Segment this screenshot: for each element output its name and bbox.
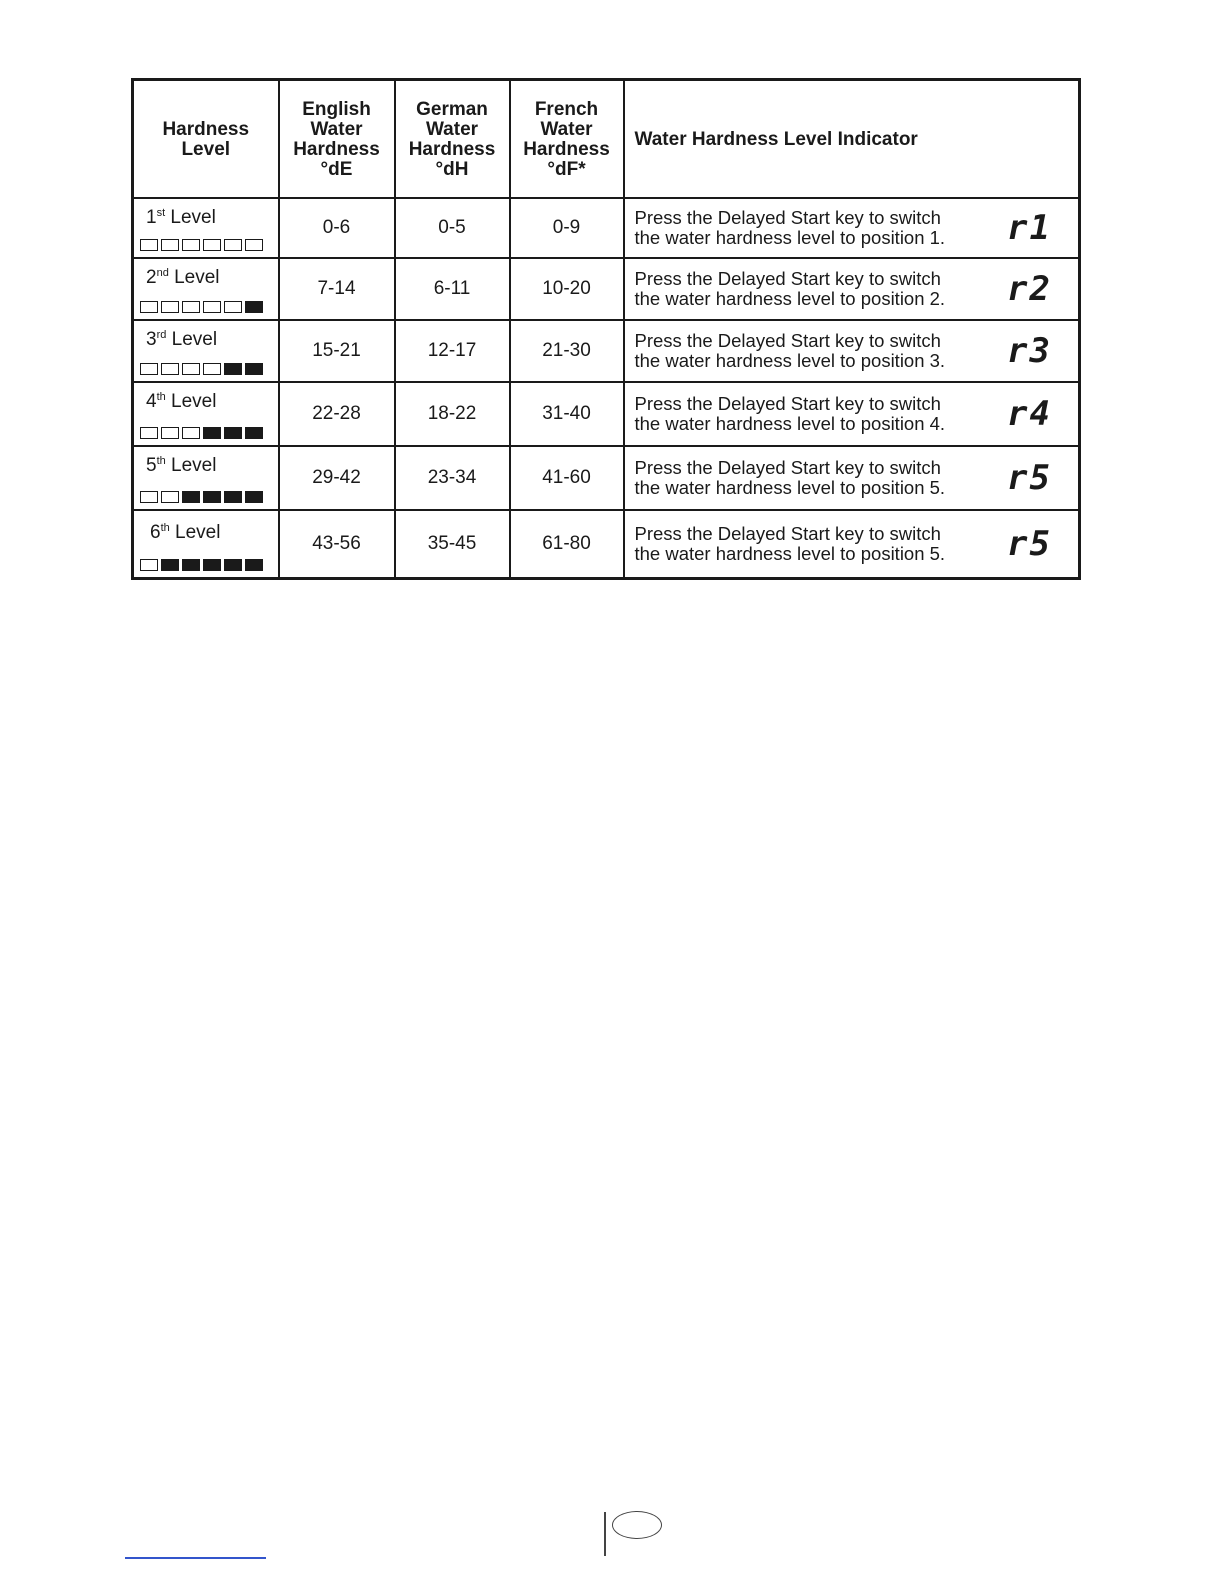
language-badge bbox=[612, 1511, 662, 1539]
seven-segment-display: r5 bbox=[1007, 524, 1052, 564]
level-cell bbox=[133, 446, 279, 510]
indicator-cell bbox=[624, 198, 1080, 258]
indicator-cell bbox=[624, 382, 1080, 446]
level-bar-segment bbox=[203, 301, 221, 313]
french-hardness-cell: 61-80 bbox=[510, 510, 624, 579]
header-indicator: Water Hardness Level Indicator bbox=[624, 80, 1080, 199]
english-hardness-cell: 0-6 bbox=[279, 198, 395, 258]
german-hardness-cell: 12-17 bbox=[395, 320, 510, 382]
french-hardness-cell: 31-40 bbox=[510, 382, 624, 446]
footer-rule bbox=[125, 1557, 266, 1559]
level-bar-segment bbox=[224, 491, 242, 503]
french-hardness-cell: 41-60 bbox=[510, 446, 624, 510]
level-cell bbox=[133, 382, 279, 446]
level-bar-segment bbox=[161, 363, 179, 375]
table-row bbox=[133, 320, 1080, 382]
level-label: 3rd Level bbox=[146, 329, 218, 350]
instruction-line: Press the Delayed Start key to switch bbox=[634, 330, 941, 351]
indicator-cell bbox=[624, 258, 1080, 320]
level-bar-segment bbox=[161, 559, 179, 571]
header-english-hardness: English Water Hardness °dE bbox=[279, 80, 395, 199]
level-bar-segment bbox=[245, 301, 263, 313]
table-row bbox=[133, 258, 1080, 320]
instruction-line: Press the Delayed Start key to switch bbox=[634, 523, 941, 544]
instruction-line: Press the Delayed Start key to switch bbox=[634, 393, 941, 414]
instruction-line: the water hardness level to position 4. bbox=[634, 413, 946, 434]
level-bar-segment bbox=[245, 239, 263, 251]
german-hardness-cell: 23-34 bbox=[395, 446, 510, 510]
level-bar-segment bbox=[245, 491, 263, 503]
level-bar bbox=[140, 427, 263, 439]
indicator-cell bbox=[624, 510, 1080, 579]
level-bar-segment bbox=[140, 363, 158, 375]
level-bar-segment bbox=[140, 301, 158, 313]
level-cell bbox=[133, 258, 279, 320]
water-hardness-table bbox=[131, 78, 1081, 580]
german-hardness-cell: 6-11 bbox=[395, 258, 510, 320]
level-bar-segment bbox=[182, 239, 200, 251]
instruction-line: Press the Delayed Start key to switch bbox=[634, 268, 941, 289]
english-hardness-cell: 43-56 bbox=[279, 510, 395, 579]
level-bar-segment bbox=[140, 239, 158, 251]
level-label: 2nd Level bbox=[146, 267, 220, 288]
table-row bbox=[133, 446, 1080, 510]
level-bar-segment bbox=[182, 363, 200, 375]
level-bar-segment bbox=[245, 559, 263, 571]
instruction-line: the water hardness level to position 3. bbox=[634, 350, 946, 371]
level-bar-segment bbox=[140, 559, 158, 571]
level-cell bbox=[133, 198, 279, 258]
instruction-line: the water hardness level to position 5. bbox=[634, 543, 946, 564]
seven-segment-display: r5 bbox=[1007, 458, 1052, 498]
instruction-line: Press the Delayed Start key to switch bbox=[634, 457, 941, 478]
level-bar bbox=[140, 491, 263, 503]
table-row bbox=[133, 382, 1080, 446]
seven-segment-display: r2 bbox=[1007, 269, 1052, 309]
level-bar-segment bbox=[161, 491, 179, 503]
level-bar-segment bbox=[224, 559, 242, 571]
header-german-hardness: German Water Hardness °dH bbox=[395, 80, 510, 199]
french-hardness-cell: 21-30 bbox=[510, 320, 624, 382]
header-hardness-level: Hardness Level bbox=[133, 80, 279, 199]
german-hardness-cell: 18-22 bbox=[395, 382, 510, 446]
german-hardness-cell: 35-45 bbox=[395, 510, 510, 579]
seven-segment-display: r1 bbox=[1007, 208, 1052, 248]
level-cell bbox=[133, 510, 279, 579]
level-bar-segment bbox=[161, 427, 179, 439]
indicator-cell bbox=[624, 320, 1080, 382]
level-bar bbox=[140, 239, 263, 251]
instruction-line: Press the Delayed Start key to switch bbox=[634, 207, 941, 228]
level-bar bbox=[140, 301, 263, 313]
level-bar-segment bbox=[203, 239, 221, 251]
english-hardness-cell: 29-42 bbox=[279, 446, 395, 510]
level-bar-segment bbox=[182, 301, 200, 313]
level-bar-segment bbox=[224, 363, 242, 375]
seven-segment-display: r3 bbox=[1007, 331, 1052, 371]
level-bar-segment bbox=[203, 491, 221, 503]
level-bar-segment bbox=[161, 239, 179, 251]
table-row bbox=[133, 510, 1080, 579]
english-hardness-cell: 7-14 bbox=[279, 258, 395, 320]
instruction-line: the water hardness level to position 1. bbox=[634, 227, 946, 248]
level-cell bbox=[133, 320, 279, 382]
german-hardness-cell: 0-5 bbox=[395, 198, 510, 258]
indicator-cell bbox=[624, 446, 1080, 510]
level-label: 1st Level bbox=[146, 207, 216, 228]
level-bar-segment bbox=[140, 427, 158, 439]
level-bar bbox=[140, 363, 263, 375]
level-bar-segment bbox=[224, 427, 242, 439]
header-row bbox=[133, 80, 1080, 199]
level-bar-segment bbox=[182, 427, 200, 439]
level-label: 6th Level bbox=[150, 522, 221, 543]
level-bar-segment bbox=[140, 491, 158, 503]
seven-segment-display: r4 bbox=[1007, 394, 1052, 434]
level-bar-segment bbox=[224, 239, 242, 251]
english-hardness-cell: 22-28 bbox=[279, 382, 395, 446]
level-bar-segment bbox=[182, 559, 200, 571]
instruction-line: the water hardness level to position 5. bbox=[634, 477, 946, 498]
level-bar-segment bbox=[224, 301, 242, 313]
instruction-line: the water hardness level to position 2. bbox=[634, 288, 946, 309]
level-bar-segment bbox=[203, 363, 221, 375]
level-bar-segment bbox=[245, 427, 263, 439]
french-hardness-cell: 10-20 bbox=[510, 258, 624, 320]
level-bar-segment bbox=[203, 427, 221, 439]
english-hardness-cell: 15-21 bbox=[279, 320, 395, 382]
header-french-hardness: French Water Hardness °dF* bbox=[510, 80, 624, 199]
footer-divider bbox=[604, 1512, 606, 1556]
level-bar-segment bbox=[245, 363, 263, 375]
level-bar-segment bbox=[182, 491, 200, 503]
level-bar bbox=[140, 559, 263, 571]
level-bar-segment bbox=[161, 301, 179, 313]
level-label: 4th Level bbox=[146, 391, 217, 412]
french-hardness-cell: 0-9 bbox=[510, 198, 624, 258]
level-label: 5th Level bbox=[146, 455, 217, 476]
level-bar-segment bbox=[203, 559, 221, 571]
table-row bbox=[133, 198, 1080, 258]
